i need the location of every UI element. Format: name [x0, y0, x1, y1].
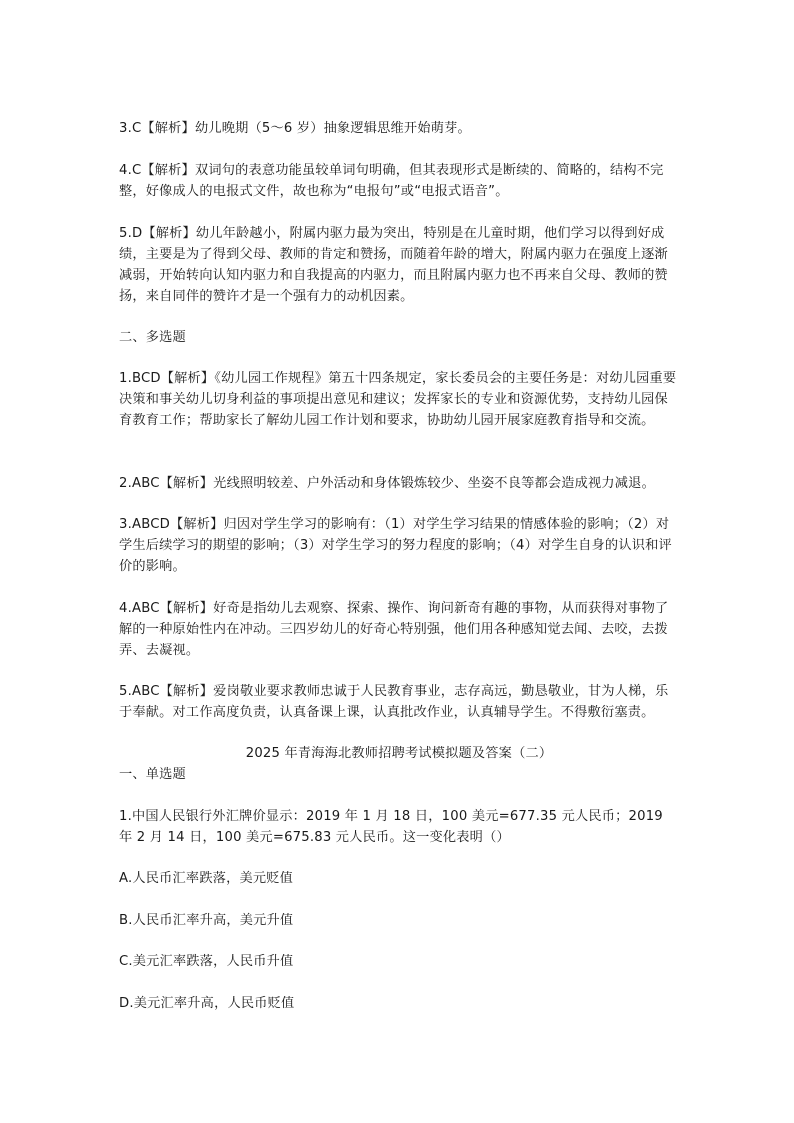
- question-1-option-a: A.人民币汇率跌落，美元贬值: [119, 871, 294, 886]
- question-1-stem: 1.中国人民银行外汇牌价显示：2019 年 1 月 18 日，100 美元=677.35 元人民币；2019 年 2 月 14 日，100 美元=675.83 元人民币。这一变化表明（）: [119, 809, 663, 845]
- answer-analysis-multi-5: 5.ABC【解析】爱岗敬业要求教师忠诚于人民教育事业，志存高远，勤恳敬业，甘为人梯，乐于奉献。对工作高度负责，认真备课上课，认真批改作业，认真辅导学生。不得敷衍塞责。: [119, 684, 669, 720]
- answer-analysis-single-3: 3.C【解析】幼儿晚期（5～6 岁）抽象逻辑思维开始萌芽。: [119, 121, 471, 136]
- question-1-option-b: B.人民币汇率升高，美元升值: [119, 913, 294, 928]
- exam-title: 2025 年青海海北教师招聘考试模拟题及答案（二）: [245, 746, 553, 761]
- answer-analysis-multi-3: 3.ABCD【解析】归因对学生学习的影响有：（1）对学生学习结果的情感体验的影响；（2）对学生后续学习的期望的影响；（3）对学生学习的努力程度的影响；（4）对学生自身的认识和评价的影响。: [119, 517, 672, 574]
- question-1-option-d: D.美元汇率升高，人民币贬值: [119, 996, 295, 1011]
- question-1-option-c: C.美元汇率跌落，人民币升值: [119, 954, 294, 969]
- section-title-multiple-choice: 二、多选题: [119, 330, 186, 345]
- answer-analysis-multi-4: 4.ABC【解析】好奇是指幼儿去观察、探索、操作、询问新奇有趣的事物，从而获得对事物了解的一种原始性内在冲动。三四岁幼儿的好奇心特别强，他们用各种感知觉去闻、去咬，去拨弄、去凝视。: [119, 601, 669, 658]
- answer-analysis-multi-1: 1.BCD【解析】《幼儿园工作规程》第五十四条规定，家长委员会的主要任务是：对幼儿园重要决策和事关幼儿切身利益的事项提出意见和建议；发挥家长的专业和资源优势，支持幼儿园保育教育工作；帮助家长了解幼儿园工作计划和要求，协助幼儿园开展家庭教育指导和交流。: [119, 371, 677, 428]
- answer-analysis-single-5: 5.D【解析】幼儿年龄越小，附属内驱力最为突出，特别是在儿童时期，他们学习以得到好成绩，主要是为了得到父母、教师的肯定和赞扬，而随着年龄的增大，附属内驱力在强度上逐渐减弱，开始转向认知内驱力和自我提高的内驱力，而且附属内驱力也不再来自父母、教师的赞扬，来自同伴的赞许才是一个强有力的动机因素。: [119, 226, 668, 304]
- answer-analysis-multi-2: 2.ABC【解析】光线照明较差、户外活动和身体锻炼较少、坐姿不良等都会造成视力减退。: [119, 476, 655, 491]
- section-title-single-choice: 一、单选题: [119, 767, 186, 782]
- answer-analysis-single-4: 4.C【解析】双词句的表意功能虽较单词句明确，但其表现形式是断续的、简略的，结构不完整，好像成人的电报式文件，故也称为“电报句”或“电报式语音”。: [119, 163, 664, 199]
